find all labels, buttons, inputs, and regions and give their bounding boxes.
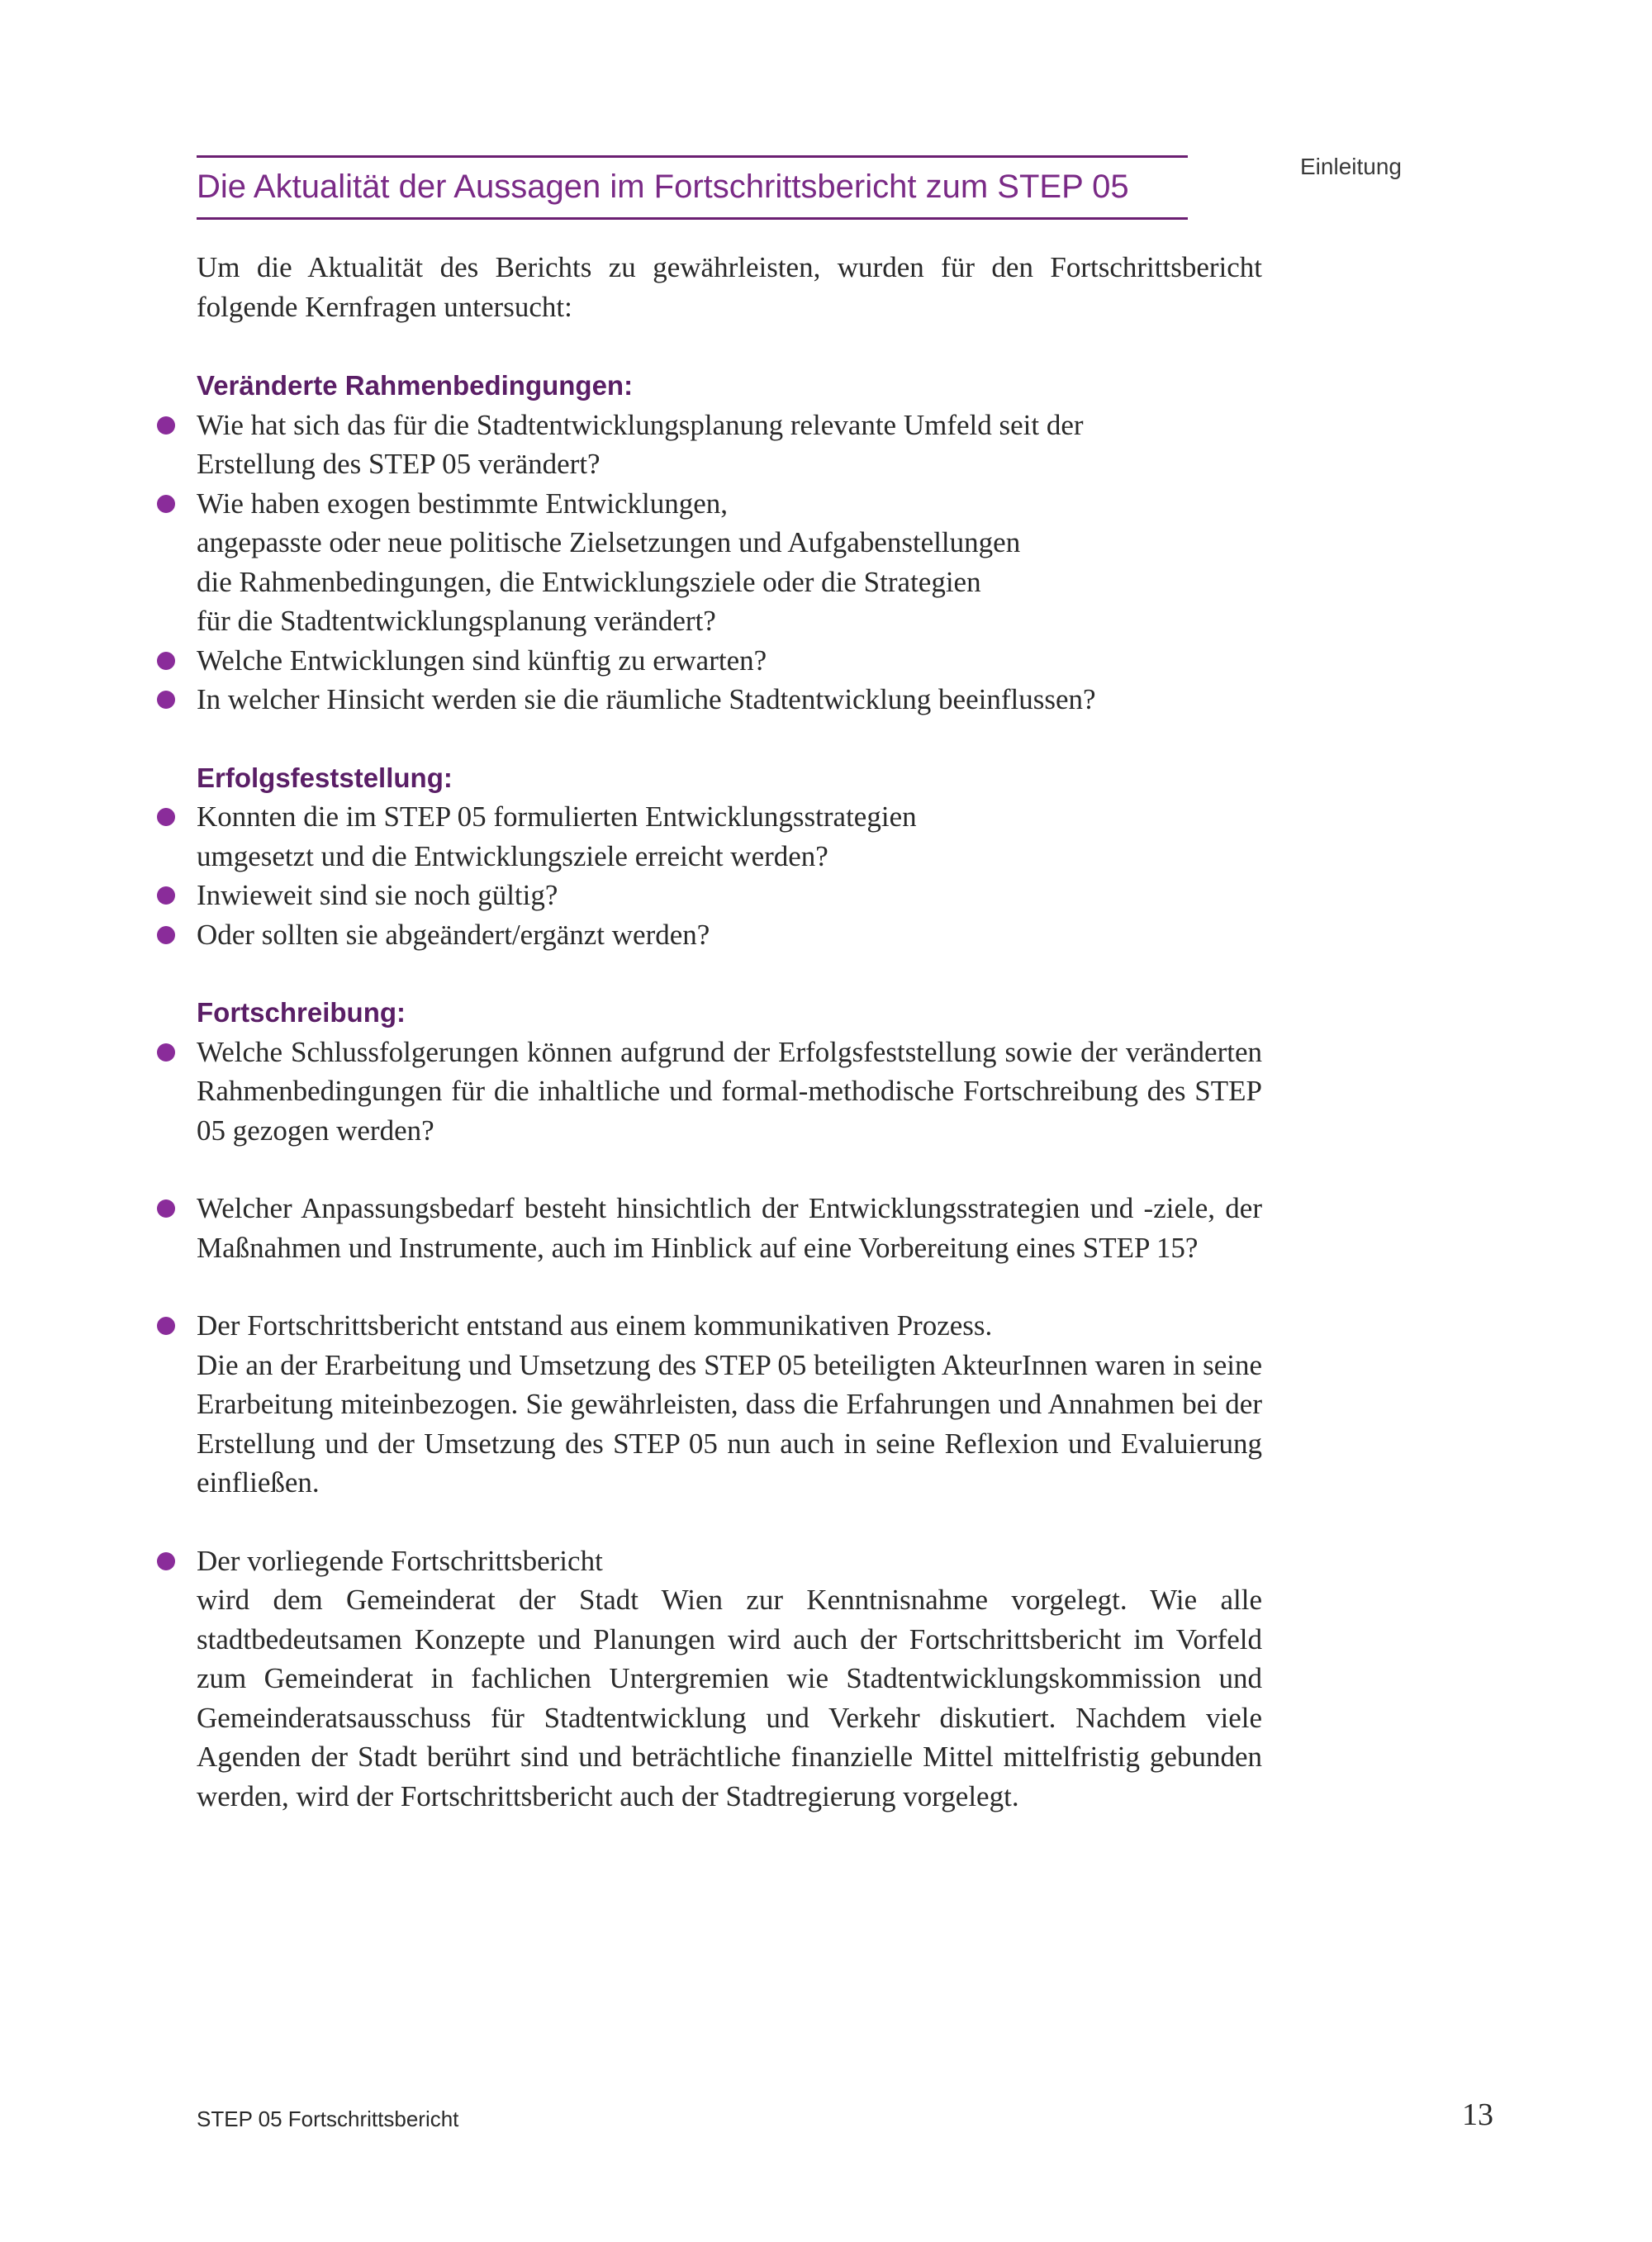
main-content <box>197 248 1262 1855</box>
list-item-text: Die an der Erarbeitung und Umsetzung des STEP 05 beteiligten AkteurInnen waren in seine Erarbeitung miteinbezogen. Sie gewährleisten, dass die Erfahrungen und Annahmen bei der Erstellung und der Umsetzung des STEP 05 nun auch in seine Reflexion und Evaluierung einfließen. <box>197 1348 1262 1499</box>
bullet-list-erfolgsfeststellung <box>197 797 1262 954</box>
list-item <box>197 406 1262 484</box>
list-item-line: Wie haben exogen bestimmte Entwicklungen, <box>197 487 728 520</box>
list-item <box>197 680 1262 720</box>
bullet-icon <box>157 416 175 435</box>
bullet-icon <box>157 1317 175 1335</box>
bullet-icon <box>157 1043 175 1062</box>
list-item-text: Welcher Anpassungsbedarf besteht hinsichtlich der Entwicklungsstrategien und -ziele, der Maßnahmen und Instrumente, auch im Hinblick auf eine Vorbereitung eines STEP 15? <box>197 1192 1262 1264</box>
section-heading-fortschreibung: Fortschreibung: <box>197 997 406 1028</box>
list-item-line: Erstellung des STEP 05 verändert? <box>197 448 601 480</box>
list-item-line: Inwieweit sind sie noch gültig? <box>197 879 558 911</box>
list-item-line: die Rahmenbedingungen, die Entwicklungsziele oder die Strategien <box>197 565 981 598</box>
list-item <box>197 1033 1262 1151</box>
bullet-icon <box>157 495 175 513</box>
list-item-text: Welche Schlussfolgerungen können aufgrund der Erfolgsfeststellung sowie der veränderten Rahmenbedingungen für die inhaltliche und formal-methodische Fortschreibung des STEP 05 gezogen werden? <box>197 1035 1262 1147</box>
bullet-icon <box>157 886 175 905</box>
section-label: Einleitung <box>1300 154 1402 179</box>
list-item-line: Konnten die im STEP 05 formulierten Entwicklungsstrategien <box>197 800 917 833</box>
list-item-line: Oder sollten sie abgeändert/ergänzt werden? <box>197 918 710 951</box>
list-item-line: umgesetzt und die Entwicklungsziele erreicht werden? <box>197 839 828 872</box>
section-heading-erfolgsfeststellung: Erfolgsfeststellung: <box>197 762 453 793</box>
bullet-icon <box>157 652 175 670</box>
list-item-text: wird dem Gemeinderat der Stadt Wien zur Kenntnisnahme vorgelegt. Wie alle stadtbedeutsamen Konzepte und Planungen wird auch der Fortschrittsbericht im Vorfeld zum Gemeinderat in fachlichen Untergremien wie Stadtentwicklungskommission und Gemeinderatsausschuss für Stadtentwicklung und Verkehr diskutiert. Nachdem viele Agenden der Stadt berührt sind und beträchtliche finanzielle Mittel mittelfristig gebunden werden, wird der Fortschrittsbericht auch der Stadtregierung vorgelegt. <box>197 1584 1262 1812</box>
bullet-icon <box>157 808 175 826</box>
list-item-line: Welche Entwicklungen sind künftig zu erwarten? <box>197 644 767 677</box>
page-number: 13 <box>1462 2097 1493 2132</box>
list-item <box>197 876 1262 915</box>
bullet-list-rahmenbedingungen <box>197 406 1262 720</box>
bullet-list-fortschreibung <box>197 1033 1262 1817</box>
list-item-line: für die Stadtentwicklungsplanung verändert? <box>197 605 716 637</box>
list-item <box>197 797 1262 876</box>
list-item-line: In welcher Hinsicht werden sie die räumliche Stadtentwicklung beeinflussen? <box>197 683 1096 715</box>
list-item-line: Wie hat sich das für die Stadtentwicklungsplanung relevante Umfeld seit der <box>197 408 1084 441</box>
page-title-block <box>197 155 1188 220</box>
bullet-icon <box>157 926 175 944</box>
list-item <box>197 641 1262 681</box>
list-item-first-line: Der vorliegende Fortschrittsbericht <box>197 1544 603 1577</box>
bullet-icon <box>157 1552 175 1570</box>
list-item <box>197 1541 1262 1817</box>
bullet-icon <box>157 691 175 709</box>
section-heading-rahmenbedingungen: Veränderte Rahmenbedingungen: <box>197 370 634 401</box>
page-title: Die Aktualität der Aussagen im Fortschrittsbericht zum STEP 05 <box>197 169 1129 205</box>
list-item <box>197 1189 1262 1267</box>
list-item <box>197 484 1262 641</box>
bullet-icon <box>157 1199 175 1218</box>
list-item <box>197 1306 1262 1503</box>
list-item-line: angepasste oder neue politische Zielsetzungen und Aufgabenstellungen <box>197 526 1021 558</box>
intro-paragraph: Um die Aktualität des Berichts zu gewährleisten, wurden für den Fortschrittsbericht folgende Kernfragen untersucht: <box>197 251 1262 323</box>
footer-document-name: STEP 05 Fortschrittsbericht <box>197 2107 459 2131</box>
list-item <box>197 915 1262 955</box>
list-item-first-line: Der Fortschrittsbericht entstand aus einem kommunikativen Prozess. <box>197 1309 993 1342</box>
